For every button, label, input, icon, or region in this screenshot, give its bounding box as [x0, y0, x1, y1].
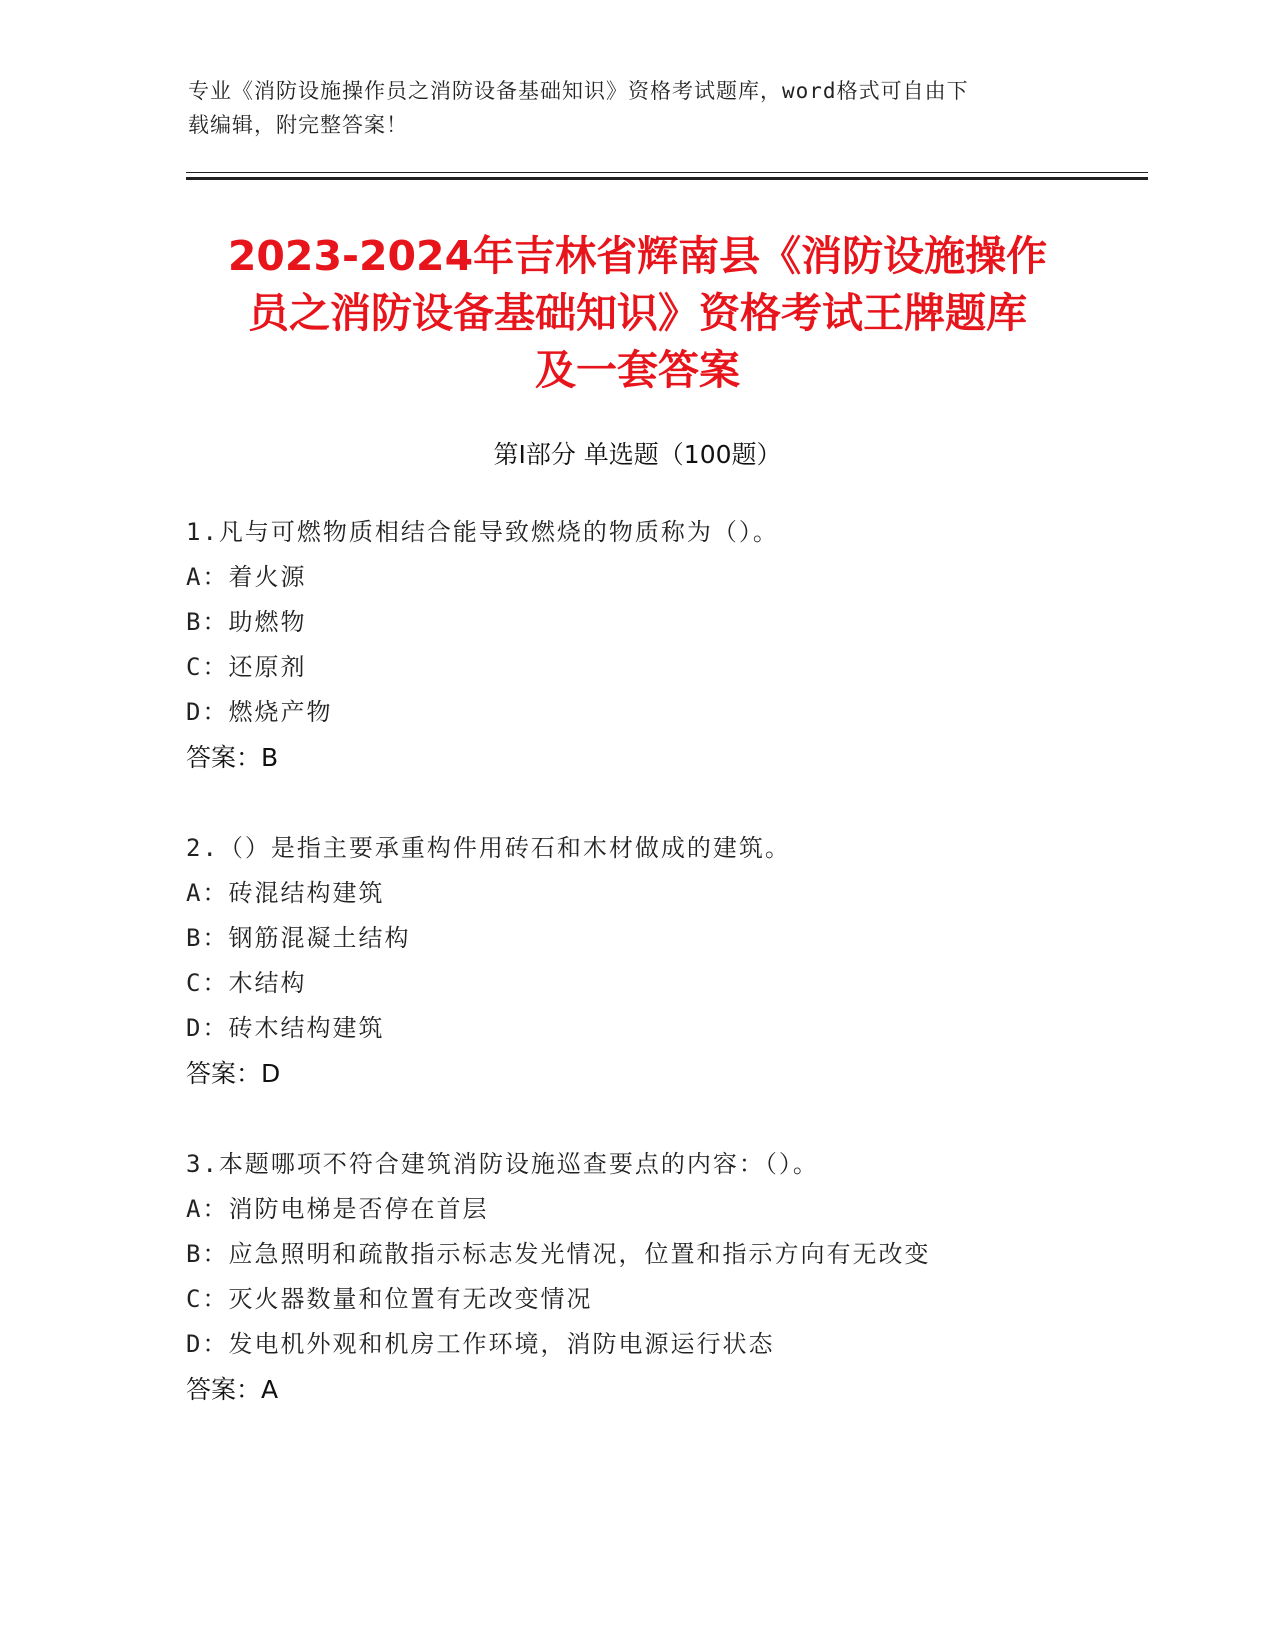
question-3: [186, 1142, 1086, 1413]
option-c: C：还原剂: [186, 653, 307, 681]
option-c: C：灭火器数量和位置有无改变情况: [186, 1285, 593, 1313]
option-a: A：消防电梯是否停在首层: [186, 1195, 489, 1223]
header-divider-thick: [186, 177, 1148, 180]
question-stem: 2.（）是指主要承重构件用砖石和木材做成的建筑。: [186, 834, 791, 862]
option-d: D：燃烧产物: [186, 698, 333, 726]
document-title-line-1: 2023-2024年吉林省辉南县《消防设施操作: [227, 232, 1048, 280]
question-stem: 1.凡与可燃物质相结合能导致燃烧的物质称为（）。: [186, 518, 779, 546]
option-b: B：钢筋混凝土结构: [186, 924, 411, 952]
option-b: B：应急照明和疏散指示标志发光情况，位置和指示方向有无改变: [186, 1240, 931, 1268]
option-d: D：发电机外观和机房工作环境，消防电源运行状态: [186, 1330, 775, 1358]
document-title: [150, 228, 1125, 399]
answer: 答案：D: [186, 1059, 281, 1088]
question-2: [186, 826, 1086, 1097]
answer: 答案：B: [186, 743, 279, 772]
document-title-line-2: 员之消防设备基础知识》资格考试王牌题库: [248, 289, 1027, 337]
header-note-line-1: 专业《消防设施操作员之消防设备基础知识》资格考试题库，word格式可自由下: [188, 79, 969, 103]
question-1: [186, 510, 1086, 781]
answer: 答案：A: [186, 1375, 279, 1404]
header-note-line-2: 载编辑，附完整答案！: [188, 113, 408, 137]
option-a: A：着火源: [186, 563, 307, 591]
option-a: A：砖混结构建筑: [186, 879, 385, 907]
header-note: [188, 74, 1068, 142]
document-title-line-3: 及一套答案: [535, 346, 740, 394]
section-heading: 第Ⅰ部分 单选题（100题）: [493, 440, 782, 469]
option-d: D：砖木结构建筑: [186, 1014, 385, 1042]
option-c: C：木结构: [186, 969, 307, 997]
question-stem: 3.本题哪项不符合建筑消防设施巡查要点的内容：（）。: [186, 1150, 819, 1178]
header-divider-thin: [186, 172, 1148, 173]
option-b: B：助燃物: [186, 608, 307, 636]
